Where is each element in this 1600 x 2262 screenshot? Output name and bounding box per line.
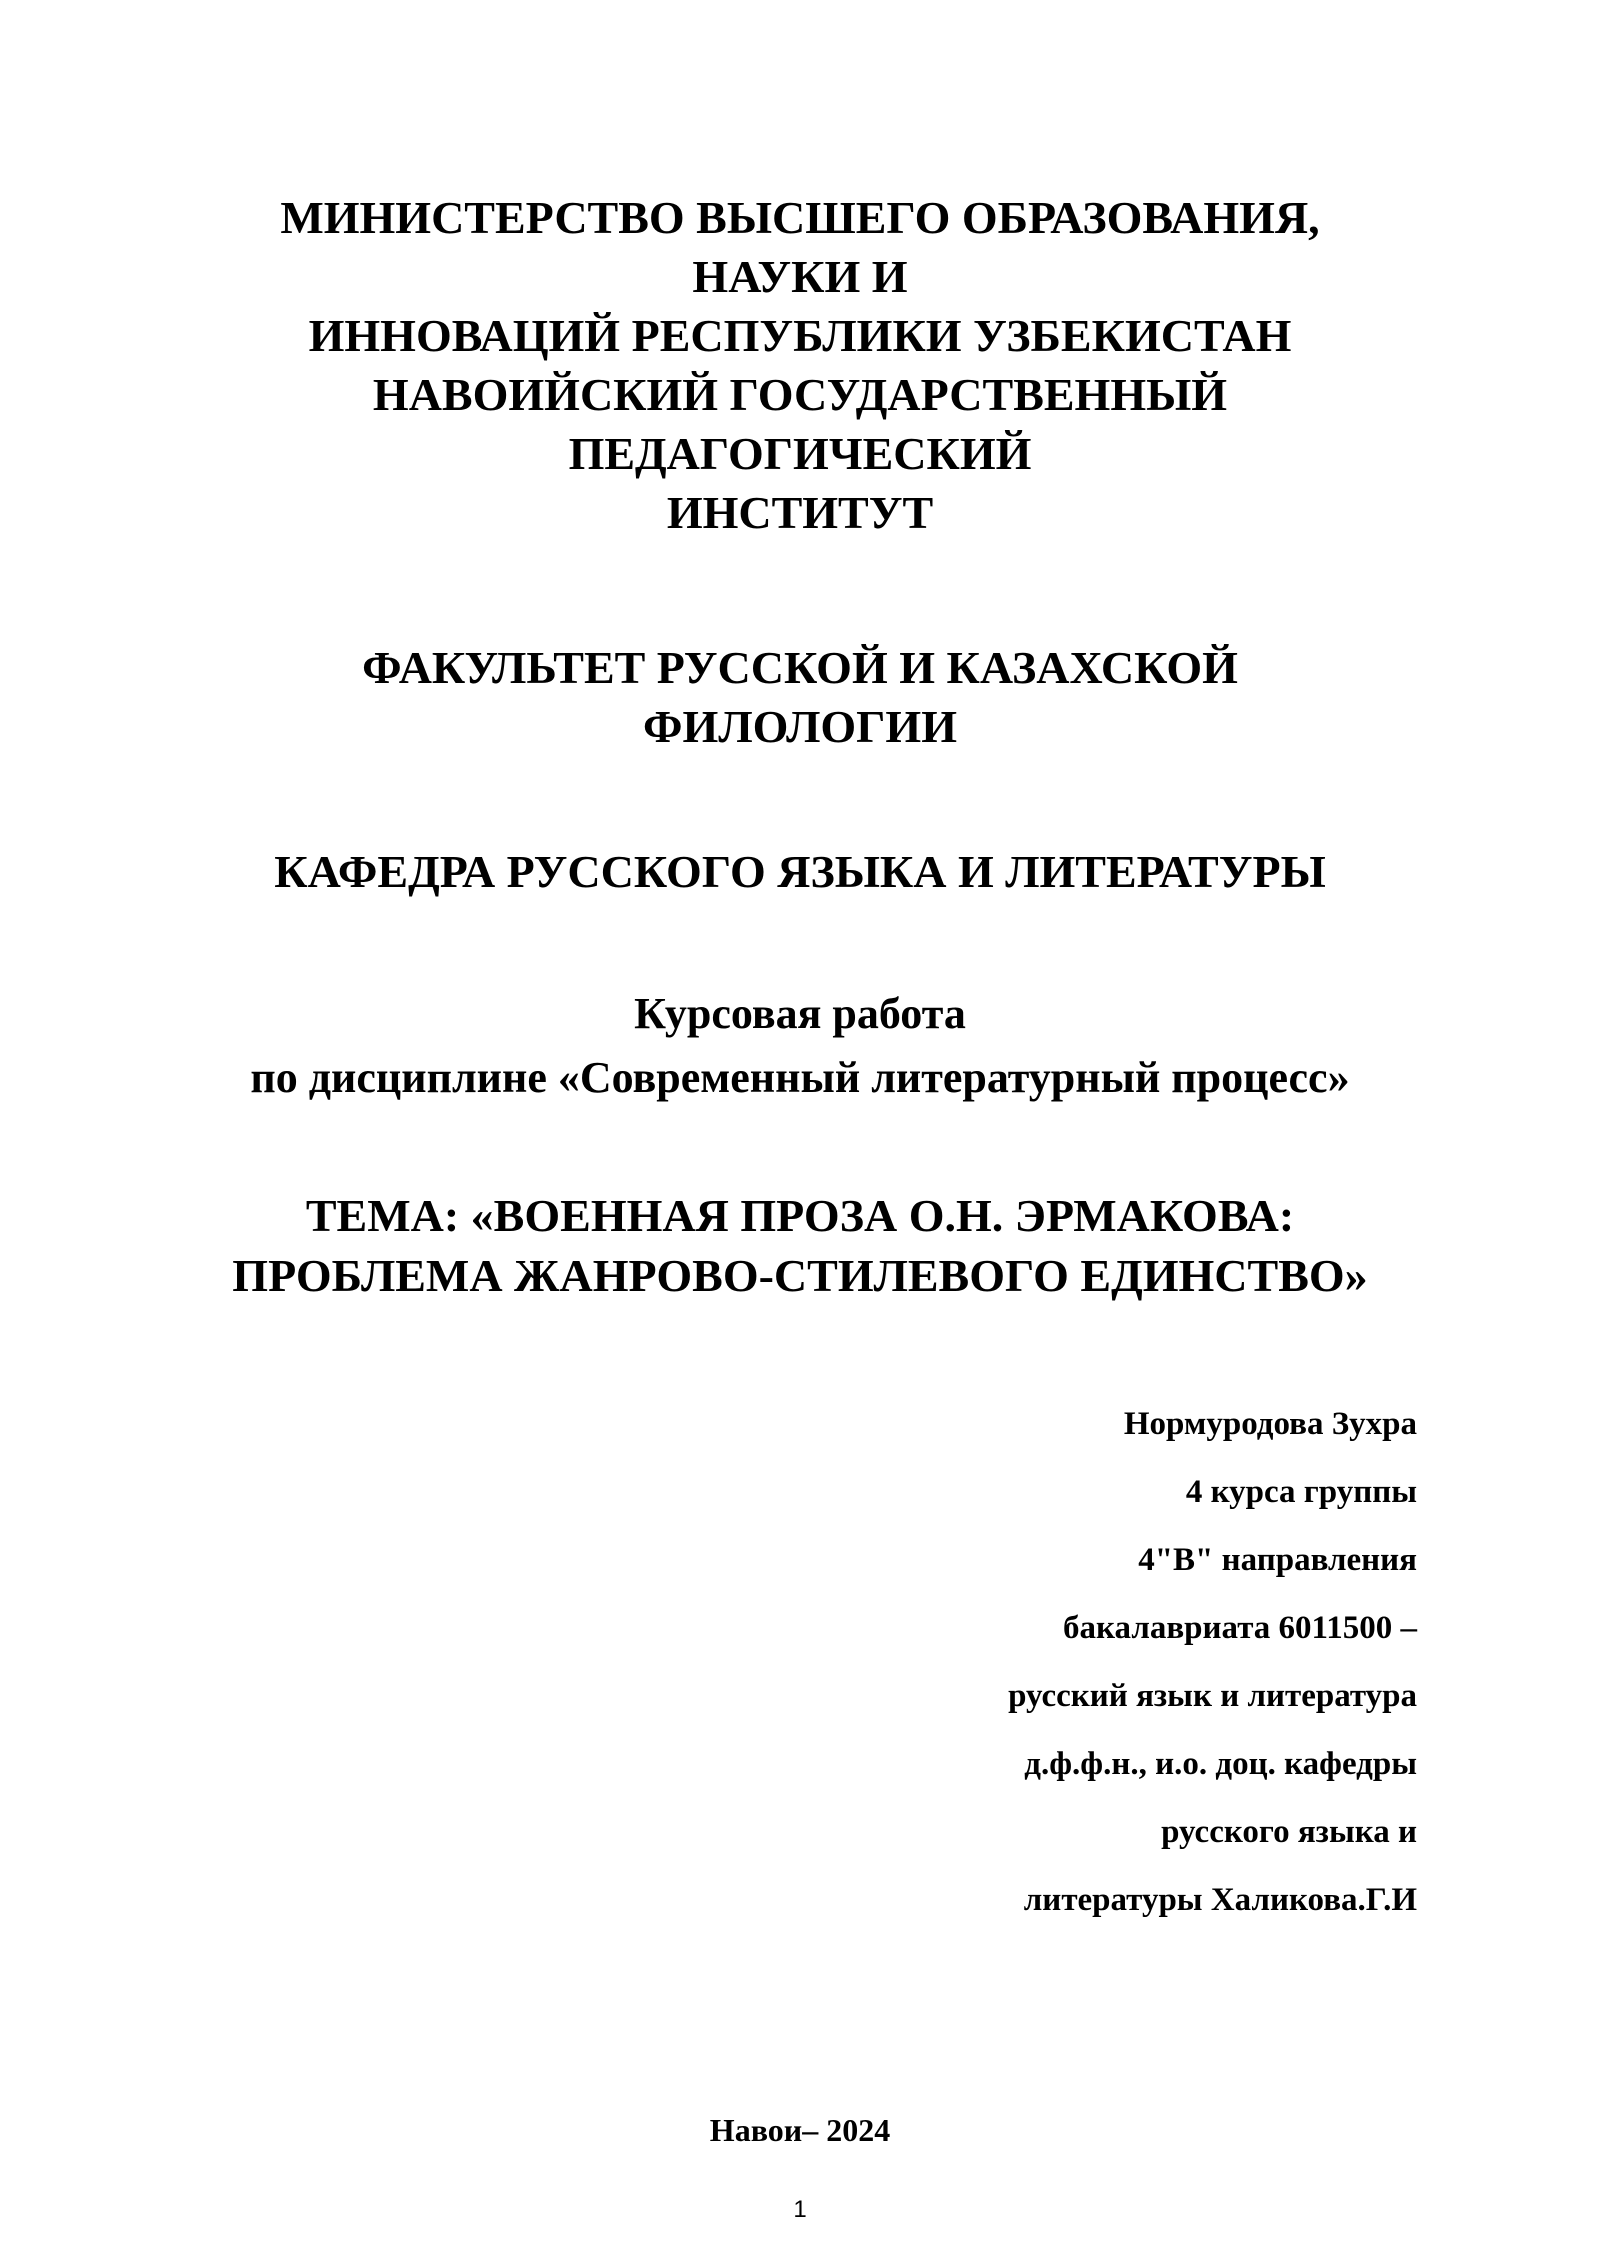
faculty-line: ФАКУЛЬТЕТ РУССКОЙ И КАЗАХСКОЙ — [362, 642, 1238, 693]
faculty-line: ФИЛОЛОГИИ — [643, 701, 957, 752]
author-line: 4"В" направления — [1138, 1542, 1417, 1578]
author-line: д.ф.ф.н., и.о. доц. кафедры — [1024, 1746, 1417, 1782]
work-type: Курсовая работа — [634, 989, 966, 1038]
author-line: русского языка и — [1161, 1814, 1417, 1850]
ministry-heading — [0, 188, 1600, 542]
discipline: по дисциплине «Современный литературный процесс» — [250, 1053, 1350, 1102]
ministry-line: НАВОИЙСКИЙ ГОСУДАРСТВЕННЫЙ — [372, 369, 1228, 420]
department-line: КАФЕДРА РУССКОГО ЯЗЫКА И ЛИТЕРАТУРЫ — [274, 846, 1326, 897]
topic-line: ПРОБЛЕМА ЖАНРОВО-СТИЛЕВОГО ЕДИНСТВО» — [232, 1250, 1368, 1301]
author-line: бакалавриата 6011500 – — [1063, 1610, 1417, 1646]
city-year: Навои– 2024 — [709, 2112, 891, 2148]
ministry-line: ИНСТИТУТ — [666, 487, 934, 538]
author-line: Нормуродова Зухра — [1123, 1406, 1417, 1442]
topic-line: ТЕМА: «ВОЕННАЯ ПРОЗА О.Н. ЭРМАКОВА: — [305, 1190, 1295, 1241]
ministry-line: МИНИСТЕРСТВО ВЫСШЕГО ОБРАЗОВАНИЯ, — [280, 192, 1320, 243]
author-line: литературы Халикова.Г.И — [1023, 1882, 1417, 1918]
ministry-line: ИННОВАЦИЙ РЕСПУБЛИКИ УЗБЕКИСТАН — [308, 310, 1292, 361]
author-line: 4 курса группы — [1185, 1474, 1417, 1510]
topic-heading — [0, 1186, 1600, 1306]
author-line: русский язык и литература — [1008, 1678, 1417, 1714]
department-heading — [0, 842, 1600, 901]
work-heading — [0, 982, 1600, 1110]
ministry-line: ПЕДАГОГИЧЕСКИЙ — [568, 428, 1032, 479]
page-number: 1 — [793, 2196, 807, 2223]
author-block — [1008, 1390, 1417, 1934]
faculty-heading — [0, 638, 1600, 756]
ministry-line: НАУКИ И — [692, 251, 908, 302]
